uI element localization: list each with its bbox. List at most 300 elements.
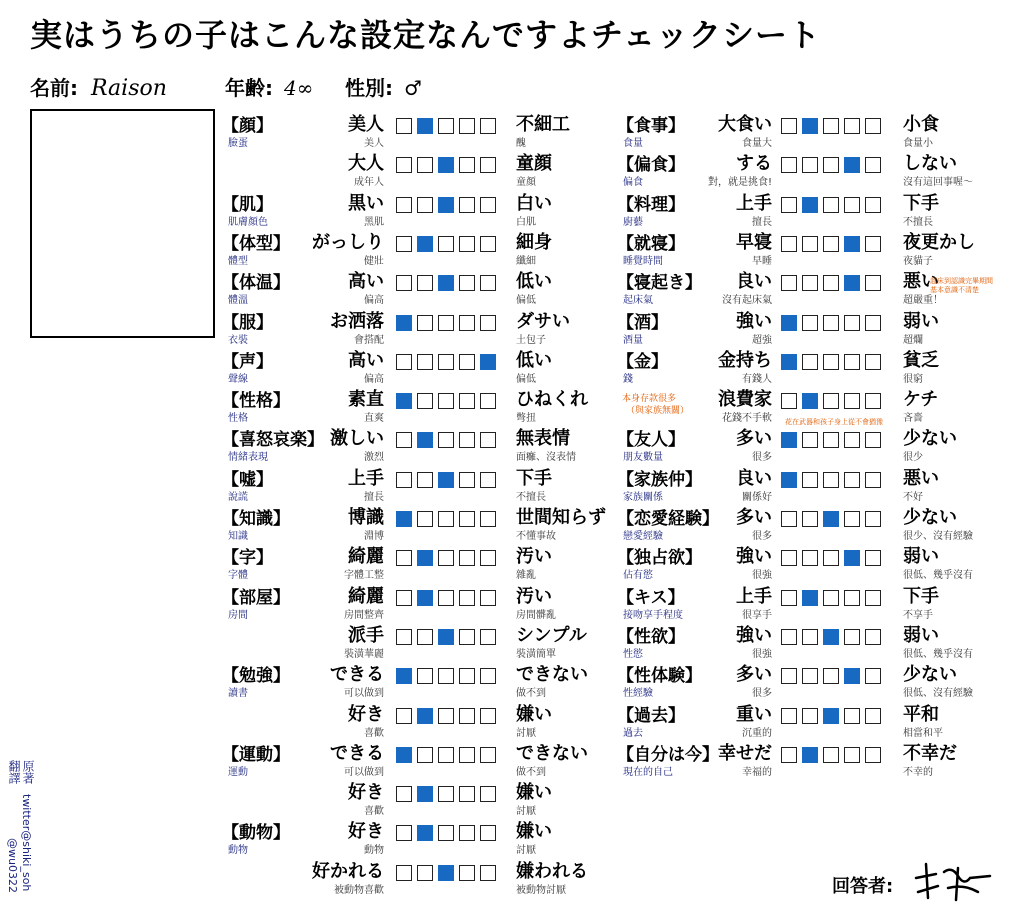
rating-box[interactable] — [781, 708, 797, 724]
rating-box[interactable] — [865, 708, 881, 724]
rating-box[interactable] — [396, 590, 412, 606]
left-trait-translation: 擅長 — [364, 491, 384, 503]
rating-box[interactable] — [865, 236, 881, 252]
rating-box[interactable] — [480, 315, 496, 331]
left-trait-translation: 被動物喜歡 — [334, 884, 384, 896]
left-trait: 好き — [348, 782, 384, 804]
rating-box[interactable] — [459, 825, 475, 841]
rating-box-selected[interactable] — [438, 865, 454, 881]
right-trait: シンプル — [516, 624, 587, 646]
rating-box[interactable] — [480, 629, 496, 645]
right-trait: 弱い — [903, 546, 939, 568]
rating-box[interactable] — [480, 157, 496, 173]
rating-scale — [781, 354, 881, 370]
rating-box[interactable] — [844, 315, 860, 331]
rating-box[interactable] — [865, 157, 881, 173]
rating-box[interactable] — [417, 865, 433, 881]
rating-scale — [781, 668, 881, 684]
rating-box-selected[interactable] — [844, 550, 860, 566]
rating-box[interactable] — [823, 354, 839, 370]
right-trait: 少ない — [903, 507, 957, 528]
category-label: 【友人】 — [617, 430, 685, 451]
rating-box-selected[interactable] — [823, 511, 839, 527]
right-trait-translation: 面癱、沒表情 — [516, 452, 576, 464]
rating-box[interactable] — [438, 590, 454, 606]
rating-box[interactable] — [781, 747, 797, 763]
rating-box[interactable] — [480, 197, 496, 213]
rating-box-selected[interactable] — [438, 275, 454, 291]
rating-box[interactable] — [823, 668, 839, 684]
left-trait: できる — [330, 742, 384, 764]
left-trait-translation: 很強 — [752, 648, 772, 660]
rating-box[interactable] — [802, 432, 818, 448]
rating-box-selected[interactable] — [844, 236, 860, 252]
category-label: 【部屋】 — [222, 587, 290, 608]
rating-box[interactable] — [865, 354, 881, 370]
rating-box[interactable] — [480, 432, 496, 448]
rating-box[interactable] — [459, 550, 475, 566]
rating-box[interactable] — [417, 472, 433, 488]
right-trait-translation: 很低、幾乎沒有 — [903, 648, 973, 660]
right-trait: できない — [516, 664, 588, 686]
rating-box[interactable] — [865, 668, 881, 684]
rating-box[interactable] — [823, 157, 839, 173]
rating-box[interactable] — [802, 472, 818, 488]
rating-scale — [396, 747, 496, 763]
right-trait: 少ない — [903, 664, 957, 686]
left-trait-translation: 喜歡 — [364, 727, 384, 739]
left-trait: 黒い — [348, 192, 384, 214]
rating-box[interactable] — [865, 550, 881, 566]
rating-box[interactable] — [459, 157, 475, 173]
rating-box[interactable] — [438, 825, 454, 841]
left-trait-translation: 裝潢華麗 — [344, 648, 384, 660]
rating-box[interactable] — [865, 315, 881, 331]
category-label: 【性格】 — [222, 391, 290, 412]
category-sublabel: 情緒表現 — [228, 452, 268, 464]
rating-box-selected[interactable] — [417, 825, 433, 841]
category-sublabel: 性格 — [228, 413, 248, 425]
left-trait: 素直 — [348, 389, 384, 411]
rating-box[interactable] — [480, 275, 496, 291]
rating-box-selected[interactable] — [396, 393, 412, 409]
rating-box[interactable] — [480, 236, 496, 252]
left-trait: 良い — [736, 467, 772, 489]
rating-box[interactable] — [438, 432, 454, 448]
left-trait: 上手 — [736, 585, 772, 607]
rating-box[interactable] — [459, 393, 475, 409]
right-trait-translation: 討厭 — [516, 727, 536, 739]
rating-box[interactable] — [844, 747, 860, 763]
right-trait-translation: 醜 — [516, 138, 526, 149]
right-trait: 下手 — [516, 467, 552, 489]
rating-box-selected[interactable] — [396, 747, 412, 763]
rating-box-selected[interactable] — [396, 315, 412, 331]
rating-scale — [781, 157, 881, 173]
right-trait: 悪い — [903, 467, 939, 489]
rating-box[interactable] — [480, 786, 496, 802]
rating-box[interactable] — [396, 865, 412, 881]
category-label: 【顔】 — [222, 116, 273, 136]
rating-box[interactable] — [823, 432, 839, 448]
rating-box[interactable] — [802, 236, 818, 252]
rating-box-selected[interactable] — [781, 354, 797, 370]
rating-box[interactable] — [844, 118, 860, 134]
age-label: 年齢: — [225, 76, 273, 100]
rating-box[interactable] — [781, 275, 797, 291]
rating-box[interactable] — [396, 708, 412, 724]
rating-box[interactable] — [823, 472, 839, 488]
right-trait-translation: 很低、沒有經驗 — [903, 688, 973, 700]
rating-box-selected[interactable] — [396, 668, 412, 684]
rating-box[interactable] — [438, 511, 454, 527]
rating-box[interactable] — [781, 197, 797, 213]
right-trait-translation: 不好 — [903, 491, 923, 503]
rating-box[interactable] — [865, 590, 881, 606]
left-trait: 多い — [736, 428, 772, 450]
rating-box-selected[interactable] — [802, 118, 818, 134]
rating-box-selected[interactable] — [417, 236, 433, 252]
category-label: 【性欲】 — [617, 626, 685, 647]
rating-box[interactable] — [865, 472, 881, 488]
rating-box[interactable] — [438, 354, 454, 370]
category-sublabel: 戀愛經驗 — [623, 531, 663, 542]
age-value: 4∞ — [283, 76, 314, 100]
rating-box[interactable] — [396, 118, 412, 134]
right-trait: しない — [903, 153, 957, 175]
rating-box[interactable] — [802, 668, 818, 684]
rating-box[interactable] — [396, 550, 412, 566]
category-label: 【金】 — [617, 351, 668, 372]
rating-box[interactable] — [459, 747, 475, 763]
rating-box[interactable] — [480, 472, 496, 488]
rating-box[interactable] — [823, 550, 839, 566]
rating-box[interactable] — [781, 629, 797, 645]
rating-box[interactable] — [781, 157, 797, 173]
right-trait-translation: 纖細 — [516, 255, 536, 267]
rating-box[interactable] — [865, 393, 881, 409]
rating-box[interactable] — [396, 786, 412, 802]
rating-box[interactable] — [396, 157, 412, 173]
rating-box-selected[interactable] — [417, 786, 433, 802]
rating-scale — [781, 708, 881, 724]
rating-box[interactable] — [844, 472, 860, 488]
category-sublabel: 房間 — [228, 609, 248, 621]
rating-box[interactable] — [417, 157, 433, 173]
rating-scale — [396, 472, 496, 488]
rating-box[interactable] — [417, 354, 433, 370]
category-label: 【キス】 — [617, 587, 685, 608]
rating-box-selected[interactable] — [823, 629, 839, 645]
category-label: 【体型】 — [222, 233, 290, 254]
rating-box[interactable] — [459, 315, 475, 331]
rating-box[interactable] — [865, 432, 881, 448]
original-handle: twitter@shiki_soh — [20, 794, 33, 892]
right-trait-translation: 很少 — [903, 452, 923, 464]
right-trait-translation: 相當和平 — [903, 727, 943, 739]
category-label: 【偏食】 — [617, 155, 685, 176]
rating-box-selected[interactable] — [802, 590, 818, 606]
rating-box-selected[interactable] — [844, 668, 860, 684]
rating-box[interactable] — [438, 708, 454, 724]
rating-box[interactable] — [396, 472, 412, 488]
rating-box[interactable] — [865, 747, 881, 763]
category-sublabel: 體溫 — [228, 295, 248, 307]
rating-box[interactable] — [459, 865, 475, 881]
rating-box[interactable] — [459, 708, 475, 724]
right-trait: 少ない — [903, 428, 957, 450]
rating-box-selected[interactable] — [438, 157, 454, 173]
rating-box-selected[interactable] — [480, 354, 496, 370]
rating-box[interactable] — [396, 825, 412, 841]
rating-box[interactable] — [438, 668, 454, 684]
rating-box-selected[interactable] — [438, 629, 454, 645]
rating-box-selected[interactable] — [802, 393, 818, 409]
left-trait-translation: 沒有起床氣 — [722, 295, 772, 307]
rating-box[interactable] — [396, 629, 412, 645]
left-trait: 強い — [736, 546, 772, 568]
rating-box[interactable] — [417, 668, 433, 684]
rating-box[interactable] — [781, 550, 797, 566]
rating-box[interactable] — [823, 393, 839, 409]
rating-box-selected[interactable] — [438, 197, 454, 213]
rating-box[interactable] — [865, 511, 881, 527]
right-trait-translation: 不擅長 — [516, 491, 546, 503]
category-label: 【料理】 — [617, 194, 685, 215]
category-label: 【喜怒哀楽】 — [222, 430, 324, 451]
rating-box[interactable] — [417, 629, 433, 645]
right-trait-translation: 沒有這回事喔～ — [903, 177, 973, 189]
left-trait: 好き — [348, 703, 384, 725]
rating-box[interactable] — [844, 590, 860, 606]
rating-box[interactable] — [417, 275, 433, 291]
rating-box[interactable] — [823, 275, 839, 291]
right-trait: できない — [516, 742, 588, 764]
rating-box[interactable] — [459, 432, 475, 448]
rating-box[interactable] — [823, 590, 839, 606]
rating-box[interactable] — [802, 157, 818, 173]
portrait-frame — [30, 109, 215, 338]
rating-box[interactable] — [459, 629, 475, 645]
rating-box[interactable] — [438, 786, 454, 802]
category-label: 【性体験】 — [617, 666, 702, 687]
category-sublabel: 臉蛋 — [228, 138, 248, 149]
rating-box[interactable] — [417, 393, 433, 409]
rating-box-selected[interactable] — [802, 197, 818, 213]
rating-box[interactable] — [781, 236, 797, 252]
category-sublabel: 運動 — [228, 766, 248, 778]
rating-box[interactable] — [844, 708, 860, 724]
category-sublabel: 家族關係 — [623, 491, 663, 503]
rating-box[interactable] — [802, 315, 818, 331]
rating-box[interactable] — [459, 275, 475, 291]
rating-box[interactable] — [417, 197, 433, 213]
rating-box[interactable] — [396, 354, 412, 370]
rating-box[interactable] — [844, 629, 860, 645]
right-trait: 嫌い — [516, 703, 552, 725]
left-trait: 金持ち — [718, 349, 772, 371]
left-trait-translation: 喜歡 — [364, 806, 384, 818]
rating-box-selected[interactable] — [396, 511, 412, 527]
rating-box[interactable] — [480, 865, 496, 881]
rating-box[interactable] — [865, 197, 881, 213]
rating-box-selected[interactable] — [417, 550, 433, 566]
right-trait: 嫌い — [516, 782, 552, 804]
rating-box-selected[interactable] — [417, 590, 433, 606]
rating-box[interactable] — [417, 315, 433, 331]
right-trait-translation: 做不到 — [516, 688, 546, 700]
category-sublabel: 字體 — [228, 570, 248, 582]
rating-box[interactable] — [396, 275, 412, 291]
rating-box[interactable] — [480, 825, 496, 841]
category-label: 【動物】 — [222, 823, 290, 844]
left-trait-translation: 很多 — [752, 531, 772, 542]
rating-box[interactable] — [459, 118, 475, 134]
rating-box-selected[interactable] — [438, 472, 454, 488]
rating-box[interactable] — [802, 550, 818, 566]
rating-scale — [396, 786, 496, 802]
rating-box[interactable] — [438, 550, 454, 566]
left-trait-translation: 沉重的 — [742, 727, 772, 739]
rating-box[interactable] — [865, 629, 881, 645]
rating-box[interactable] — [823, 118, 839, 134]
right-trait-translation: 房間髒亂 — [516, 609, 556, 621]
rating-box[interactable] — [781, 511, 797, 527]
rating-box[interactable] — [480, 668, 496, 684]
rating-box[interactable] — [459, 354, 475, 370]
rating-box[interactable] — [396, 236, 412, 252]
rating-scale — [396, 432, 496, 448]
left-trait-translation: 成年人 — [354, 177, 384, 189]
left-trait-translation: 花錢不手軟 — [722, 413, 772, 425]
rating-box[interactable] — [480, 118, 496, 134]
category-label: 【嘘】 — [222, 469, 273, 490]
rating-box[interactable] — [417, 747, 433, 763]
rating-scale — [396, 629, 496, 645]
category-label: 【家族仲】 — [617, 469, 702, 490]
rating-box[interactable] — [823, 315, 839, 331]
rating-scale — [781, 629, 881, 645]
left-trait-translation: 擅長 — [752, 216, 772, 228]
rating-box[interactable] — [844, 354, 860, 370]
rating-box-selected[interactable] — [802, 747, 818, 763]
rating-box[interactable] — [459, 197, 475, 213]
rating-box[interactable] — [396, 432, 412, 448]
gender-field — [345, 72, 422, 101]
rating-box[interactable] — [802, 708, 818, 724]
rating-scale — [781, 747, 881, 763]
rating-box[interactable] — [865, 118, 881, 134]
rating-box[interactable] — [802, 629, 818, 645]
rating-box[interactable] — [781, 668, 797, 684]
translator-credit — [6, 760, 23, 784]
rating-box[interactable] — [480, 590, 496, 606]
rating-box[interactable] — [480, 708, 496, 724]
age-field — [225, 72, 313, 101]
rating-box[interactable] — [823, 236, 839, 252]
rating-box[interactable] — [844, 197, 860, 213]
right-trait: 不細工 — [516, 114, 570, 135]
translator-handle: @wu0322 — [6, 838, 19, 893]
right-trait-translation: 做不到 — [516, 766, 546, 778]
left-trait-translation: 很多 — [752, 688, 772, 700]
wake-note-2: 基本意識不清楚 — [930, 286, 979, 294]
rating-box[interactable] — [480, 747, 496, 763]
rating-box[interactable] — [480, 393, 496, 409]
rating-box[interactable] — [438, 393, 454, 409]
original-label: 原著 — [21, 760, 35, 784]
rating-box[interactable] — [396, 197, 412, 213]
rating-scale — [781, 511, 881, 527]
rating-box-selected[interactable] — [844, 157, 860, 173]
rating-box[interactable] — [844, 511, 860, 527]
rating-box[interactable] — [844, 432, 860, 448]
rating-box[interactable] — [459, 786, 475, 802]
rating-box[interactable] — [417, 511, 433, 527]
category-sublabel: 衣裝 — [228, 334, 248, 346]
right-trait: 嫌い — [516, 821, 552, 843]
left-trait: 激しい — [330, 428, 384, 450]
rating-box-selected[interactable] — [417, 118, 433, 134]
left-trait-translation: 關係好 — [742, 491, 772, 503]
rating-box[interactable] — [459, 511, 475, 527]
rating-box[interactable] — [480, 511, 496, 527]
rating-box[interactable] — [844, 393, 860, 409]
rating-box[interactable] — [438, 747, 454, 763]
rating-box[interactable] — [823, 197, 839, 213]
money-note-1: 本身存款很多 — [622, 394, 677, 404]
rating-box[interactable] — [823, 747, 839, 763]
rating-box[interactable] — [459, 472, 475, 488]
rating-box-selected[interactable] — [417, 708, 433, 724]
rating-box[interactable] — [781, 118, 797, 134]
left-trait: お洒落 — [330, 310, 384, 332]
rating-box[interactable] — [802, 275, 818, 291]
rating-box[interactable] — [459, 590, 475, 606]
right-trait-translation: 超爛 — [903, 334, 923, 346]
rating-box-selected[interactable] — [844, 275, 860, 291]
rating-scale — [396, 825, 496, 841]
rating-box-selected[interactable] — [417, 432, 433, 448]
left-trait-translation: 超強 — [752, 334, 772, 346]
rating-box[interactable] — [438, 118, 454, 134]
category-sublabel: 體型 — [228, 255, 248, 267]
rating-box[interactable] — [802, 511, 818, 527]
rating-box-selected[interactable] — [781, 432, 797, 448]
rating-box-selected[interactable] — [781, 472, 797, 488]
left-trait-translation: 字體工整 — [344, 570, 384, 582]
rating-box[interactable] — [781, 393, 797, 409]
rating-box[interactable] — [781, 590, 797, 606]
rating-box-selected[interactable] — [823, 708, 839, 724]
rating-box-selected[interactable] — [781, 315, 797, 331]
right-trait: 不幸だ — [903, 742, 957, 764]
rating-box[interactable] — [865, 275, 881, 291]
rating-box[interactable] — [438, 236, 454, 252]
rating-box[interactable] — [459, 668, 475, 684]
left-trait: 美人 — [348, 114, 384, 135]
rating-box[interactable] — [802, 354, 818, 370]
right-trait-translation: 偏低 — [516, 373, 536, 385]
left-trait: 高い — [348, 271, 384, 293]
name-label: 名前: — [30, 76, 78, 100]
rating-box[interactable] — [459, 236, 475, 252]
left-trait-translation: 黑肌 — [364, 216, 384, 228]
rating-box[interactable] — [438, 315, 454, 331]
category-label: 【字】 — [222, 548, 273, 569]
rating-box[interactable] — [480, 550, 496, 566]
category-sublabel: 過去 — [623, 727, 643, 739]
